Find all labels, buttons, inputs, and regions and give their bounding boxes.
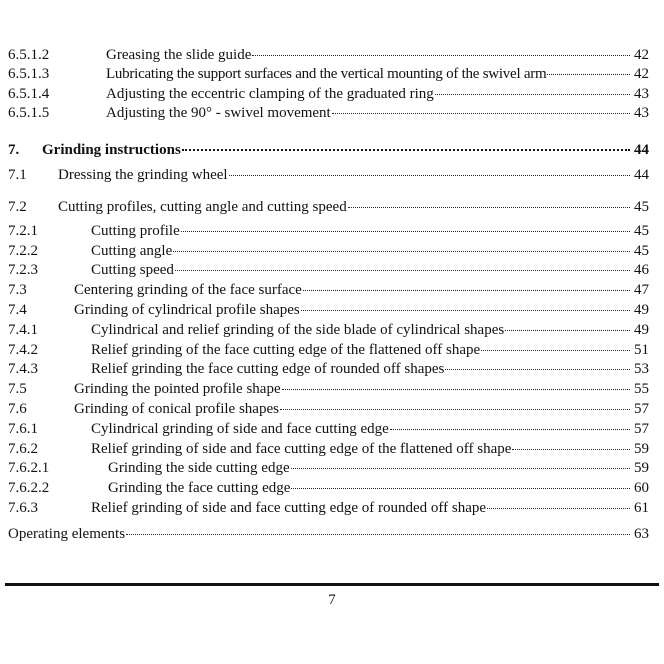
- dot-leader: [435, 94, 630, 95]
- dot-leader: [332, 113, 630, 114]
- toc-entry-number: 7.4.2: [8, 342, 38, 358]
- toc-entry-title: Grinding the face cutting edge: [108, 480, 291, 496]
- dot-leader: [348, 207, 630, 208]
- toc-entry-title: Grinding the pointed profile shape: [74, 381, 281, 397]
- toc-entry-number: 7.2: [8, 199, 27, 215]
- dot-leader: [175, 270, 630, 271]
- toc-entry-title: Centering grinding of the face surface: [74, 282, 302, 298]
- toc-entry: [8, 300, 649, 320]
- toc-entry-page: 51: [634, 342, 649, 358]
- dot-leader: [547, 74, 630, 75]
- dot-leader: [487, 508, 630, 509]
- toc-entry-page: 44: [634, 142, 649, 158]
- toc-entry-number: 7.4: [8, 302, 27, 318]
- toc-entry-page: 63: [634, 526, 649, 542]
- toc-entry: [8, 340, 649, 360]
- toc-entry-page: 61: [634, 500, 649, 516]
- toc-chapter-heading: [8, 140, 649, 160]
- toc-entry-number: 7.2.3: [8, 262, 38, 278]
- toc-entry-title: Grinding the side cutting edge: [108, 460, 290, 476]
- toc-entry: [8, 241, 649, 261]
- footer-rule: [5, 583, 659, 586]
- toc-entry-page: 49: [634, 302, 649, 318]
- toc-entry-page: 45: [634, 199, 649, 215]
- toc-entry: [8, 197, 649, 217]
- toc-entry-number: 7.4.1: [8, 322, 38, 338]
- toc-entry: [8, 45, 649, 65]
- toc-entry-title: Operating elements: [8, 526, 126, 542]
- dot-leader: [126, 534, 630, 535]
- dot-leader: [505, 330, 630, 331]
- toc-entry-title: Grinding of cylindrical profile shapes: [74, 302, 300, 318]
- dot-leader: [303, 290, 630, 291]
- toc-entry-page: 46: [634, 262, 649, 278]
- dot-leader: [229, 175, 630, 176]
- toc-entry-page: 45: [634, 243, 649, 259]
- toc-entry-number: 7.6.1: [8, 421, 38, 437]
- dot-leader: [182, 149, 630, 151]
- toc-entry-page: 57: [634, 401, 649, 417]
- dot-leader: [173, 251, 630, 252]
- toc-entry-title: Greasing the slide guide: [106, 47, 252, 63]
- toc-entry-number: 7.6.2.1: [8, 460, 50, 476]
- toc-entry-page: 53: [634, 361, 649, 377]
- toc-entry-title: Cutting angle: [91, 243, 173, 259]
- toc-entry-title: Adjusting the 90° - swivel movement: [106, 105, 331, 121]
- toc-entry-title: Adjusting the eccentric clamping of the graduated ring: [106, 86, 434, 102]
- toc-entry-title: Cutting profile: [91, 223, 180, 239]
- toc-entry-title: Relief grinding of side and face cutting edge of the flattened off shape: [91, 441, 512, 457]
- toc-entry: [8, 379, 649, 399]
- dot-leader: [280, 409, 630, 410]
- toc-entry-number: 7.6.3: [8, 500, 38, 516]
- toc-entry: [8, 524, 649, 544]
- toc-entry-number: 7.6.2: [8, 441, 38, 457]
- toc-entry-page: 44: [634, 167, 649, 183]
- toc-entry: [8, 221, 649, 241]
- dot-leader: [445, 369, 630, 370]
- toc-entry-number: 7.5: [8, 381, 27, 397]
- toc-entry-page: 43: [634, 105, 649, 121]
- toc-entry: [8, 280, 649, 300]
- toc-entry-page: 45: [634, 223, 649, 239]
- toc-entry-page: 57: [634, 421, 649, 437]
- dot-leader: [390, 429, 630, 430]
- toc-entry-page: 42: [634, 47, 649, 63]
- toc-entry: [8, 478, 649, 498]
- toc-entry-page: 49: [634, 322, 649, 338]
- toc-entry-page: 47: [634, 282, 649, 298]
- toc-entry-page: 43: [634, 86, 649, 102]
- toc-entry: [8, 359, 649, 379]
- toc-entry-number: 6.5.1.4: [8, 86, 50, 102]
- toc-entry-page: 59: [634, 441, 649, 457]
- dot-leader: [301, 310, 630, 311]
- toc-entry-title: Cutting profiles, cutting angle and cutting speed: [58, 199, 347, 215]
- toc-entry-page: 59: [634, 460, 649, 476]
- toc-entry-number: 7.2.1: [8, 223, 38, 239]
- toc-entry-title: Grinding instructions: [42, 142, 181, 158]
- toc-entry-number: 7.2.2: [8, 243, 38, 259]
- toc-entry-title: Cylindrical and relief grinding of the side blade of cylindrical shapes: [91, 322, 505, 338]
- toc-entry: [8, 399, 649, 419]
- toc-entry: [8, 439, 649, 459]
- toc-entry-number: 7.6: [8, 401, 27, 417]
- toc-entry-number: 7.1: [8, 167, 27, 183]
- toc-entry-page: 60: [634, 480, 649, 496]
- toc-entry-title: Relief grinding of side and face cutting edge of rounded off shape: [91, 500, 487, 516]
- dot-leader: [481, 350, 630, 351]
- toc-entry: [8, 103, 649, 123]
- toc-entry: [8, 498, 649, 518]
- toc-entry-title: Dressing the grinding wheel: [58, 167, 228, 183]
- toc-entry-title: Relief grinding the face cutting edge of rounded off shapes: [91, 361, 445, 377]
- dot-leader: [181, 231, 630, 232]
- toc-entry-number: 6.5.1.2: [8, 47, 50, 63]
- toc-entry-title: Lubricating the support surfaces and the vertical mounting of the swivel arm: [106, 66, 547, 82]
- toc-entry-title: Cylindrical grinding of side and face cutting edge: [91, 421, 389, 437]
- dot-leader: [291, 488, 630, 489]
- toc-entry-number: 7.4.3: [8, 361, 38, 377]
- toc-entry: [8, 320, 649, 340]
- toc-entry-number: 7.: [8, 142, 20, 158]
- toc-entry-page: 42: [634, 66, 649, 82]
- toc-entry: [8, 419, 649, 439]
- toc-entry: [8, 458, 649, 478]
- dot-leader: [252, 55, 630, 56]
- toc-entry-title: Grinding of conical profile shapes: [74, 401, 279, 417]
- toc-entry: [8, 64, 649, 84]
- dot-leader: [291, 468, 630, 469]
- toc-entry-title: Cutting speed: [91, 262, 174, 278]
- toc-entry: [8, 260, 649, 280]
- page-number: 7: [328, 592, 336, 608]
- toc-entry: [8, 165, 649, 185]
- toc-entry-number: 7.6.2.2: [8, 480, 50, 496]
- toc-entry-page: 55: [634, 381, 649, 397]
- toc-entry-number: 6.5.1.3: [8, 66, 50, 82]
- toc-entry: [8, 84, 649, 104]
- toc-entry-title: Relief grinding of the face cutting edge of the flattened off shape: [91, 342, 481, 358]
- dot-leader: [512, 449, 630, 450]
- toc-entry-number: 7.3: [8, 282, 27, 298]
- dot-leader: [282, 389, 630, 390]
- toc-entry-number: 6.5.1.5: [8, 105, 50, 121]
